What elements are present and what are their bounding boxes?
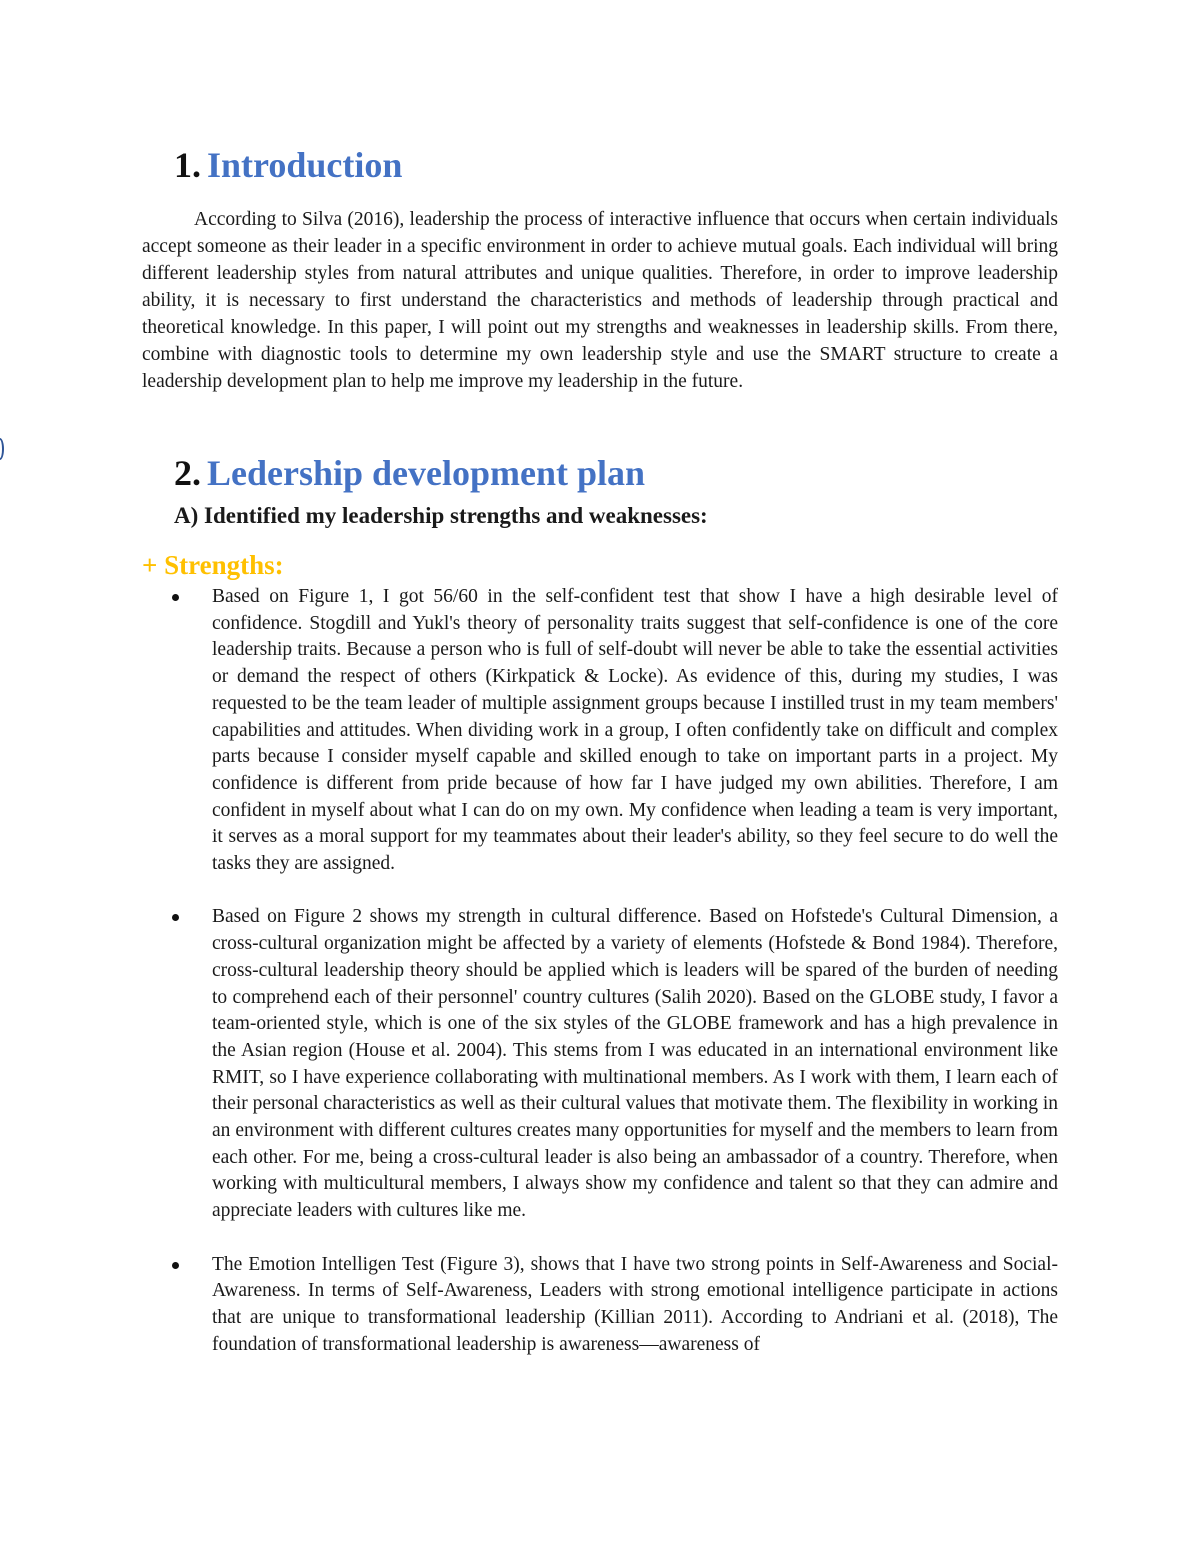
section-heading-introduction [174,146,402,186]
introduction-paragraph: According to Silva (2016), leadership the process of interactive influence that occurs when certain individuals accept someone as their leader in a specific environment in order to achieve mutual goals. Each individual will bring different leadership styles from natural attributes and unique qualities. Therefore, in order to improve leadership ability, it is necessary to first understand the characteristics and methods of leadership through practical and theoretical knowledge. In this paper, I will point out my strengths and weaknesses in leadership skills. From there, combine with diagnostic tools to determine my own leadership style and use the SMART structure to create a leadership development plan to help me improve my leadership in the future. [142,209,1058,392]
bullet-item [212,1252,1058,1359]
bullet-text: The Emotion Intelligen Test (Figure 3), shows that I have two strong points in Self-Awareness and Social-Awareness. In terms of Self-Awareness, Leaders with strong emotional intelligence participate in actions that are unique to transformational leadership (Killian 2011). According to Andriani et al. (2018), The foundation of transformational leadership is awareness—awareness of [212,1253,1058,1355]
section-number: 2. [174,453,201,493]
strengths-label: + Strengths: [142,550,284,580]
bullet-item [212,584,1058,878]
section-number: 1. [174,145,201,185]
bullet-text: Based on Figure 1, I got 56/60 in the self-confident test that show I have a high desirable level of confidence. Stogdill and Yukl's theory of personality traits suggest that self-confidence is one of the core leadership traits. Because a person who is full of self-doubt will never be able to take the essential activities or demand the respect of others (Kirkpatick & Locke). As evidence of this, during my studies, I was requested to be the team leader of multiple assignment groups because I instilled trust in my team members' capabilities and attitudes. When dividing work in a group, I often confidently take on difficult and complex parts because I consider myself capable and skilled enough to take on important parts in a project. My confidence is different from pride because of how far I have judged my own abilities. Therefore, I am confident in myself about what I can do on my own. My confidence when leading a team is very important, it serves as a moral support for my teammates about their leader's ability, so they feel secure to do well the tasks they are assigned. [212,586,1058,875]
bullet-text: Based on Figure 2 shows my strength in cultural difference. Based on Hofstede's Cultural Dimension, a cross-cultural organization might be affected by a variety of elements (Hofstede & Bond 1984). Therefore, cross-cultural leadership theory should be applied which is leaders will be spared of the burden of needing to comprehend each of their personnel' country cultures (Salih 2020). Based on the GLOBE study, I favor a team-oriented style, which is one of the six styles of the GLOBE framework and has a high prevalence in the Asian region (House et al. 2004). This stems from I was educated in an international environment like RMIT, so I have experience collaborating with multinational members. As I work with them, I learn each of their personal characteristics as well as their cultural values that motivate them. The flexibility in working in an environment with different cultures creates many opportunities for myself and the members to learn from each other. For me, being a cross-cultural leader is also being an ambassador of a country. Therefore, when working with multicultural members, I always show my confidence and talent so that they can admire and appreciate leaders with cultures like me. [212,906,1059,1222]
section-title: Ledership development plan [207,453,646,493]
bullet-icon [172,594,179,601]
subheading-strengths-weaknesses: A) Identified my leadership strengths and weaknesses: [174,503,708,528]
margin-marker [0,438,4,460]
bullet-item [212,904,1058,1224]
bullet-icon [172,914,179,921]
strengths-bullet-list [212,584,1058,1385]
section-title: Introduction [207,145,403,185]
bullet-icon [172,1262,179,1269]
section-heading-development-plan [174,454,645,494]
